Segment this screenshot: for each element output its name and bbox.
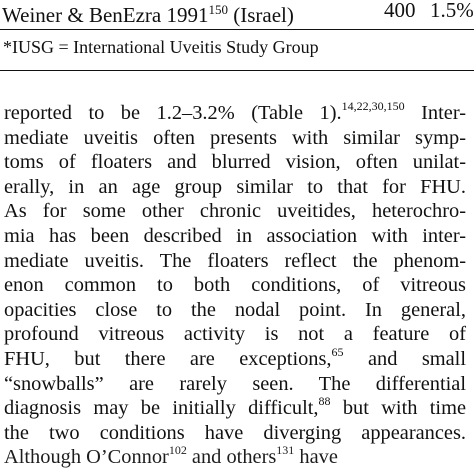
text-run: As for some other chronic uveitides, heterochro- (4, 200, 466, 223)
table-cell-n: 400 (384, 0, 416, 22)
table-rule-bottom (0, 70, 474, 71)
table-last-row (0, 0, 474, 30)
text-run: enon common to both conditions, of vitreous (4, 274, 466, 297)
text-line (4, 126, 466, 151)
study-reference: 150 (208, 2, 228, 17)
text-run: profound vitreous activity is not a feature of (4, 323, 466, 346)
text-line (4, 249, 466, 274)
text-run: erally, in an age group similar to that for FHU. (4, 175, 466, 198)
table-rule-top (0, 29, 474, 30)
text-line (4, 175, 466, 200)
text-line (4, 101, 466, 126)
text-line (4, 396, 466, 421)
text-run: toms of floaters and blurred vision, often unilat- (4, 151, 466, 174)
text-line (4, 298, 466, 323)
text-line (4, 322, 466, 347)
text-run: and others (186, 446, 277, 469)
text-line (4, 372, 466, 397)
citation-superscript: 102 (168, 443, 187, 458)
text-run: mia has been described in association with inter- (4, 224, 466, 247)
text-run: FHU, but there are exceptions, (4, 347, 332, 370)
table-cell-percent: 1.5% (430, 0, 474, 22)
body-paragraph (4, 101, 466, 470)
text-run: and small (343, 347, 466, 370)
text-run: reported to be 1.2–3.2% (Table 1). (4, 102, 342, 124)
text-run: mediate uveitis often presents with similar symp- (4, 126, 466, 149)
text-run: Inter- (404, 102, 466, 124)
text-run: opacities close to the nodal point. In general, (4, 298, 466, 321)
citation-superscript: 14,22,30,150 (341, 99, 405, 113)
text-line (4, 421, 466, 446)
table-cell-study (2, 0, 294, 29)
text-line (4, 150, 466, 175)
citation-superscript: 88 (318, 394, 331, 409)
text-line (4, 199, 466, 224)
text-run: but with time (330, 397, 466, 420)
table-footnote: *IUSG = International Uveitis Study Group (3, 37, 319, 57)
text-run: “snowballs” are rarely seen. The differential (4, 372, 466, 395)
citation-superscript: 131 (276, 443, 295, 458)
text-run: diagnosis may be initially difficult, (4, 397, 319, 420)
text-line (4, 224, 466, 249)
text-run: Although O’Connor (4, 446, 169, 469)
text-line (4, 344, 466, 372)
text-run: mediate uveitis. The floaters reflect the phenom- (4, 249, 466, 272)
study-name: Weiner & BenEzra 1991 (2, 3, 209, 27)
text-line (4, 445, 466, 470)
citation-superscript: 65 (331, 344, 344, 359)
text-run: the two conditions have diverging appearances. (4, 421, 466, 444)
study-country: (Israel) (233, 3, 294, 27)
text-line (4, 273, 466, 298)
text-run: have (294, 446, 338, 469)
